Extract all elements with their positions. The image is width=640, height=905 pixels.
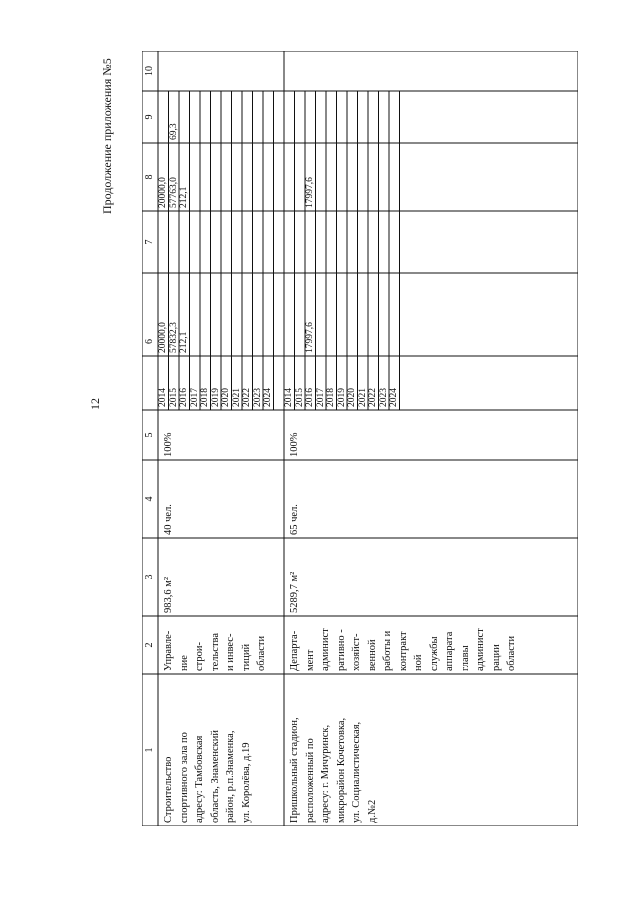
year-label: 2018 <box>200 388 210 407</box>
amount-col8: 57763,0 <box>168 177 179 208</box>
year-label: 2015 <box>168 388 179 407</box>
year-label: 2016 <box>179 388 189 407</box>
header-col-5: 5 <box>144 432 155 438</box>
readiness-percent: 100% <box>163 432 174 457</box>
year-label: 2023 <box>378 388 389 407</box>
header-col-7: 7 <box>144 239 155 245</box>
year-label: 2017 <box>315 388 326 407</box>
page-number: 12 <box>88 398 102 410</box>
amount-col6: 17997,6 <box>305 322 315 353</box>
year-label: 2015 <box>294 388 305 407</box>
data-table <box>142 51 578 826</box>
header-col-9: 9 <box>144 114 155 120</box>
year-label: 2018 <box>326 388 336 407</box>
header-col-2: 2 <box>144 642 155 648</box>
people-count: 65 чел. <box>289 504 300 535</box>
appendix-caption: Продолжение приложения №5 <box>100 58 114 214</box>
header-col-1: 1 <box>144 747 155 753</box>
customer-name: Департа- мент админист ративно - хозяйст- венной работы и контракт ной службы аппарата главы админист рации области <box>289 628 517 671</box>
year-label: 2016 <box>305 388 315 407</box>
year-label: 2020 <box>221 388 231 407</box>
object-name: Пришкольный стадион, расположенный по адресу: г. Мичуринск, микрорайон Кочетовка, ул. Социалистическая, д.№2 <box>289 717 378 823</box>
capacity-value: 5289,7 м² <box>289 571 300 613</box>
people-count: 40 чел. <box>163 504 174 535</box>
amount-col8: 17997,6 <box>305 177 315 208</box>
header-col-4: 4 <box>144 496 155 502</box>
customer-name: Управле- ние строи- тельства и инвес- тиций области <box>163 630 267 671</box>
year-label: 2024 <box>389 388 399 407</box>
year-label: 2019 <box>336 388 347 407</box>
year-label: 2022 <box>242 388 252 407</box>
object-name: Строительство спортивного зала по адресу: Тамбовская область, Знаменский район, р.п.Знаменка, ул. Королёва, д.19 <box>163 730 252 823</box>
amount-col8: 212,1 <box>179 186 189 208</box>
header-col-6: 6 <box>144 339 155 344</box>
amount-col6: 57832,3 <box>168 322 179 353</box>
year-label: 2021 <box>231 388 242 407</box>
year-label: 2014 <box>284 388 294 407</box>
year-label: 2023 <box>252 388 263 407</box>
year-label: 2022 <box>368 388 378 407</box>
year-label: 2021 <box>357 388 368 407</box>
year-label: 2014 <box>158 388 168 407</box>
header-col-10: 10 <box>144 66 155 76</box>
header-col-8: 8 <box>144 174 155 180</box>
readiness-percent: 100% <box>289 432 300 457</box>
year-label: 2024 <box>263 388 273 407</box>
amount-col8: 20000,0 <box>158 177 168 208</box>
amount-col9: 69,3 <box>168 123 179 140</box>
amount-col6: 20000,0 <box>158 322 168 353</box>
year-label: 2020 <box>347 388 357 407</box>
header-col-3: 3 <box>144 574 155 580</box>
year-label: 2019 <box>210 388 221 407</box>
capacity-value: 983,6 м² <box>163 576 174 613</box>
year-label: 2017 <box>189 388 200 407</box>
amount-col6: 212,1 <box>179 331 189 353</box>
